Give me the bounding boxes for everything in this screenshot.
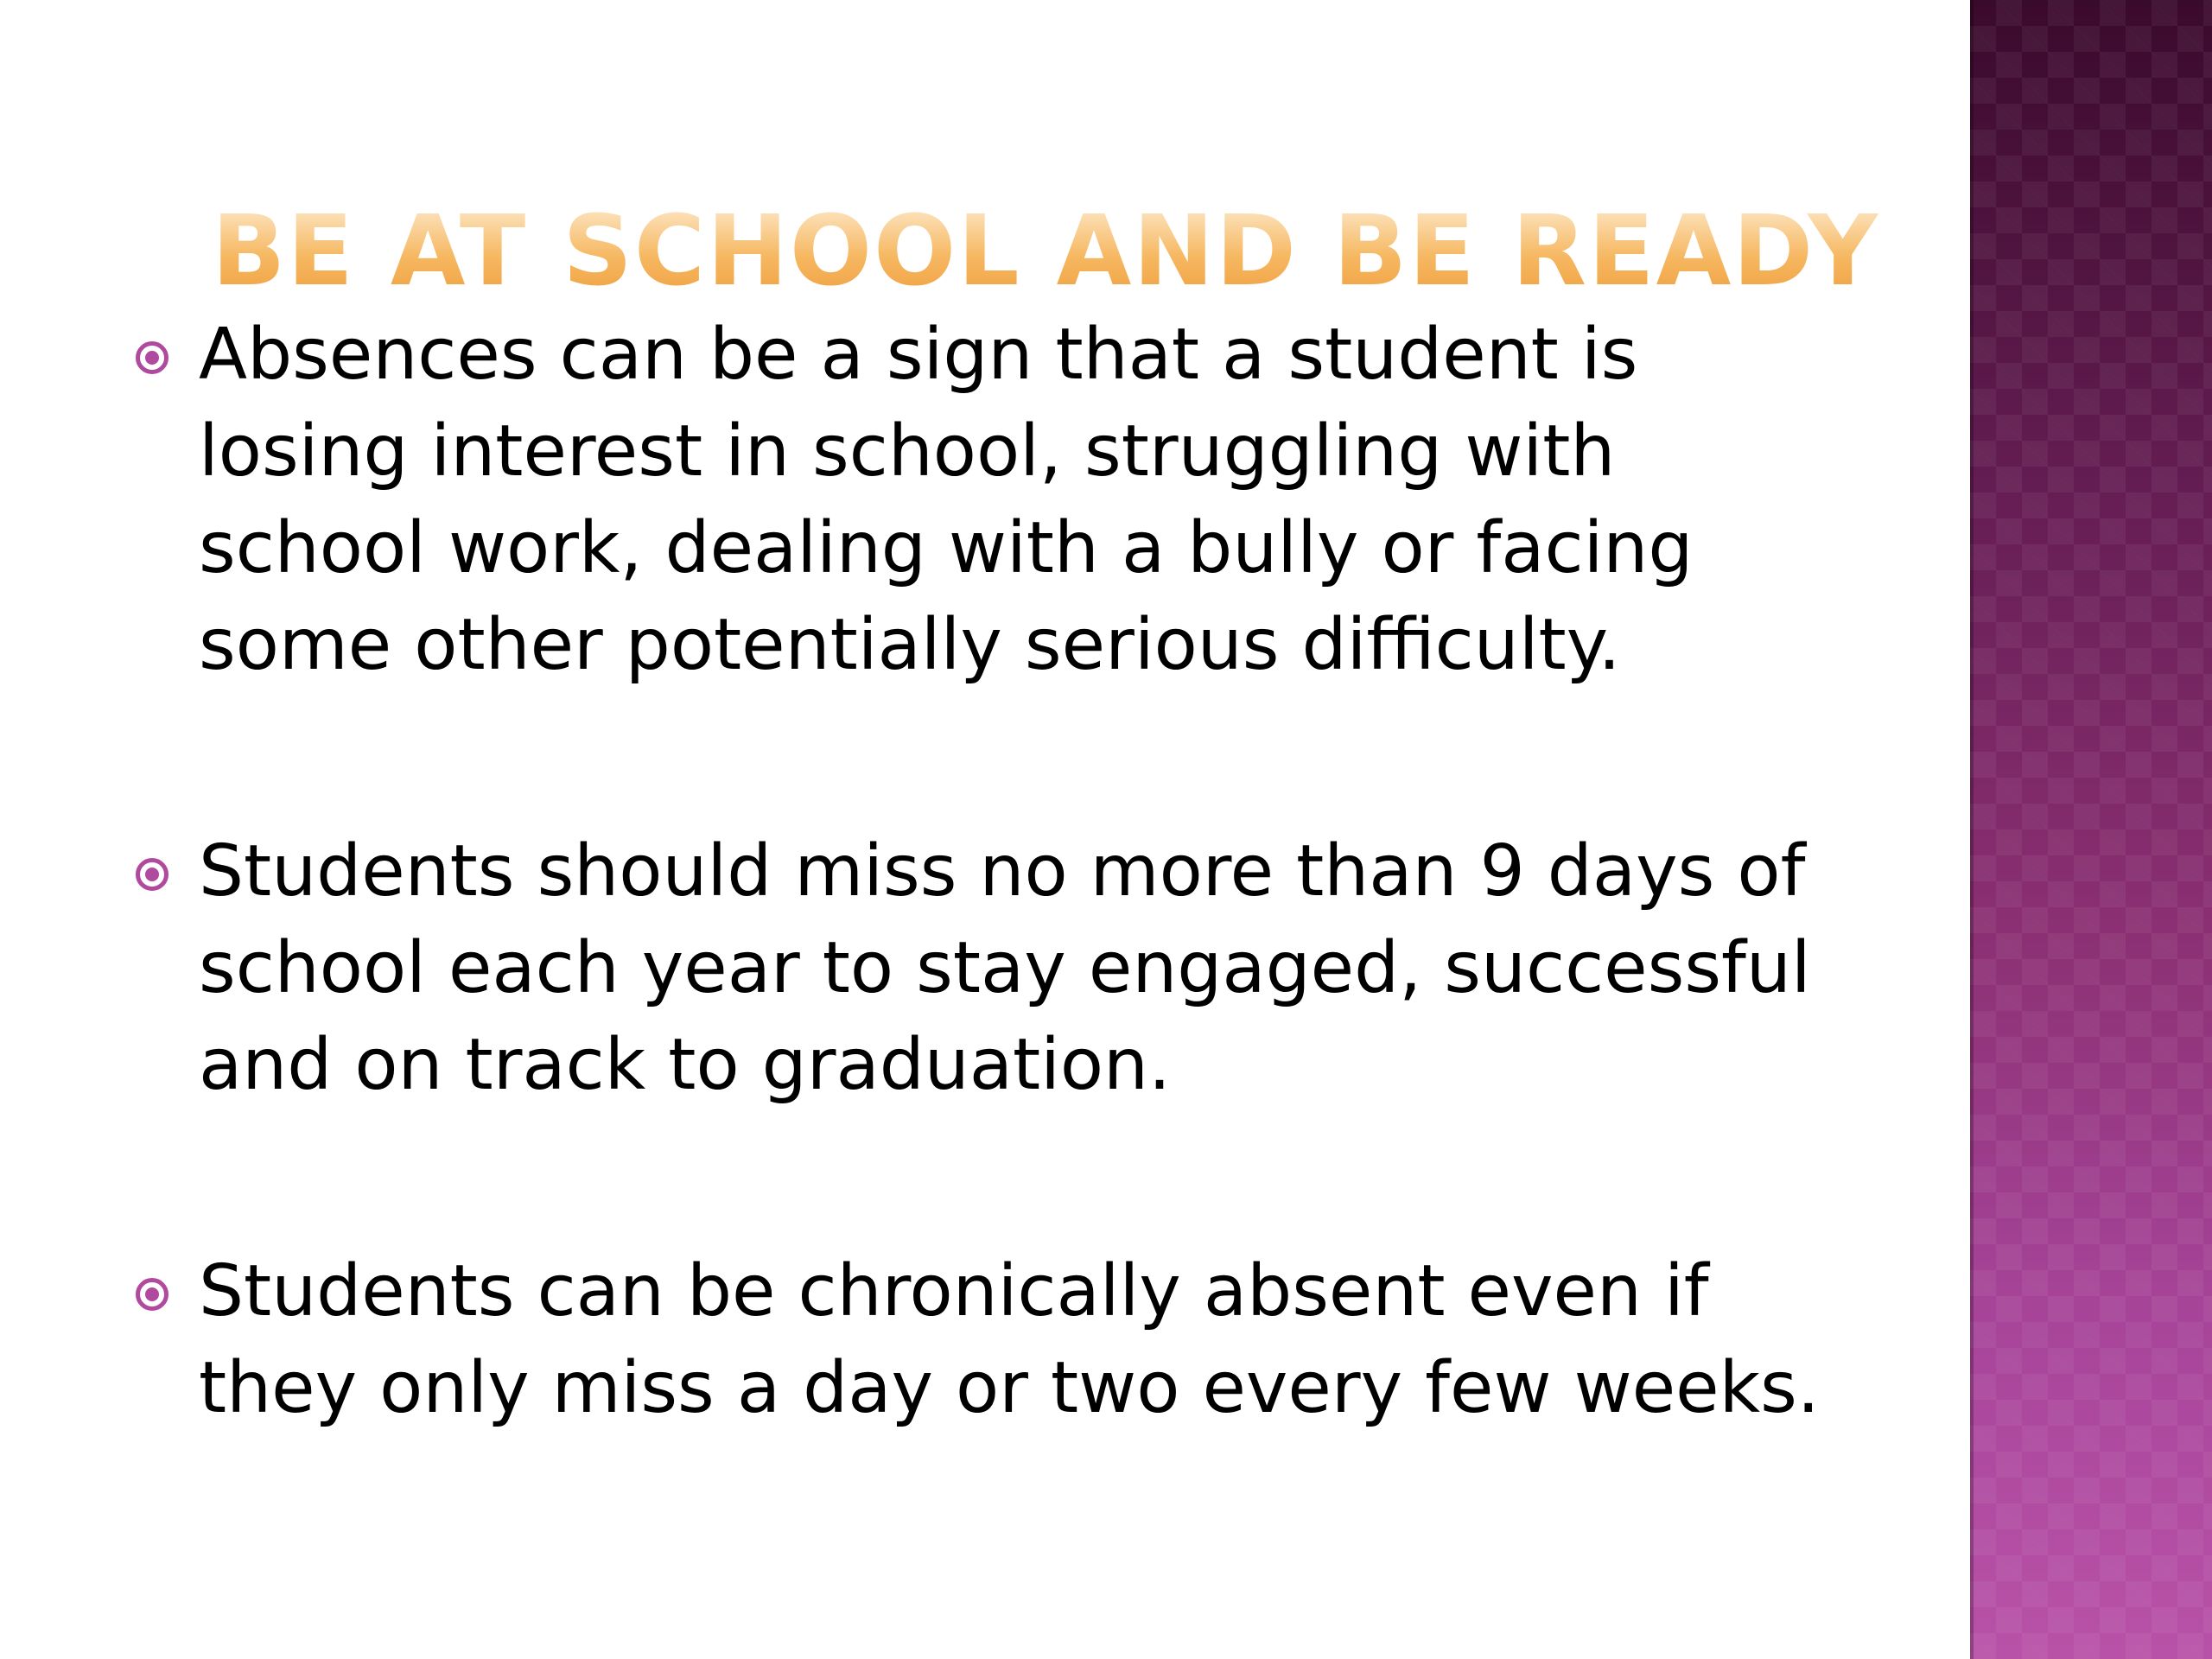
bullet-item (134, 1243, 1862, 1437)
bullet-item (134, 823, 1862, 1114)
circle-dot-bullet-icon (136, 858, 168, 891)
slide-title: BE AT SCHOOL AND BE READY (212, 195, 1880, 308)
circle-dot-bullet-icon (136, 1278, 168, 1311)
bullet-text: Students can be chronically absent even if they only miss a day or two every few weeks. (199, 1250, 1820, 1429)
bullet-item (134, 307, 1862, 694)
bullet-list (134, 307, 1862, 1437)
circle-dot-bullet-icon (136, 341, 168, 374)
bullet-text: Absences can be a sign that a student is losing interest in school, struggling with school work, dealing with a bully or facing some other potentially serious difficulty. (199, 314, 1694, 686)
bullet-text: Students should miss no more than 9 days of school each year to stay engaged, successful and on track to graduation. (199, 830, 1811, 1106)
decorative-side-band (1970, 0, 2212, 1659)
